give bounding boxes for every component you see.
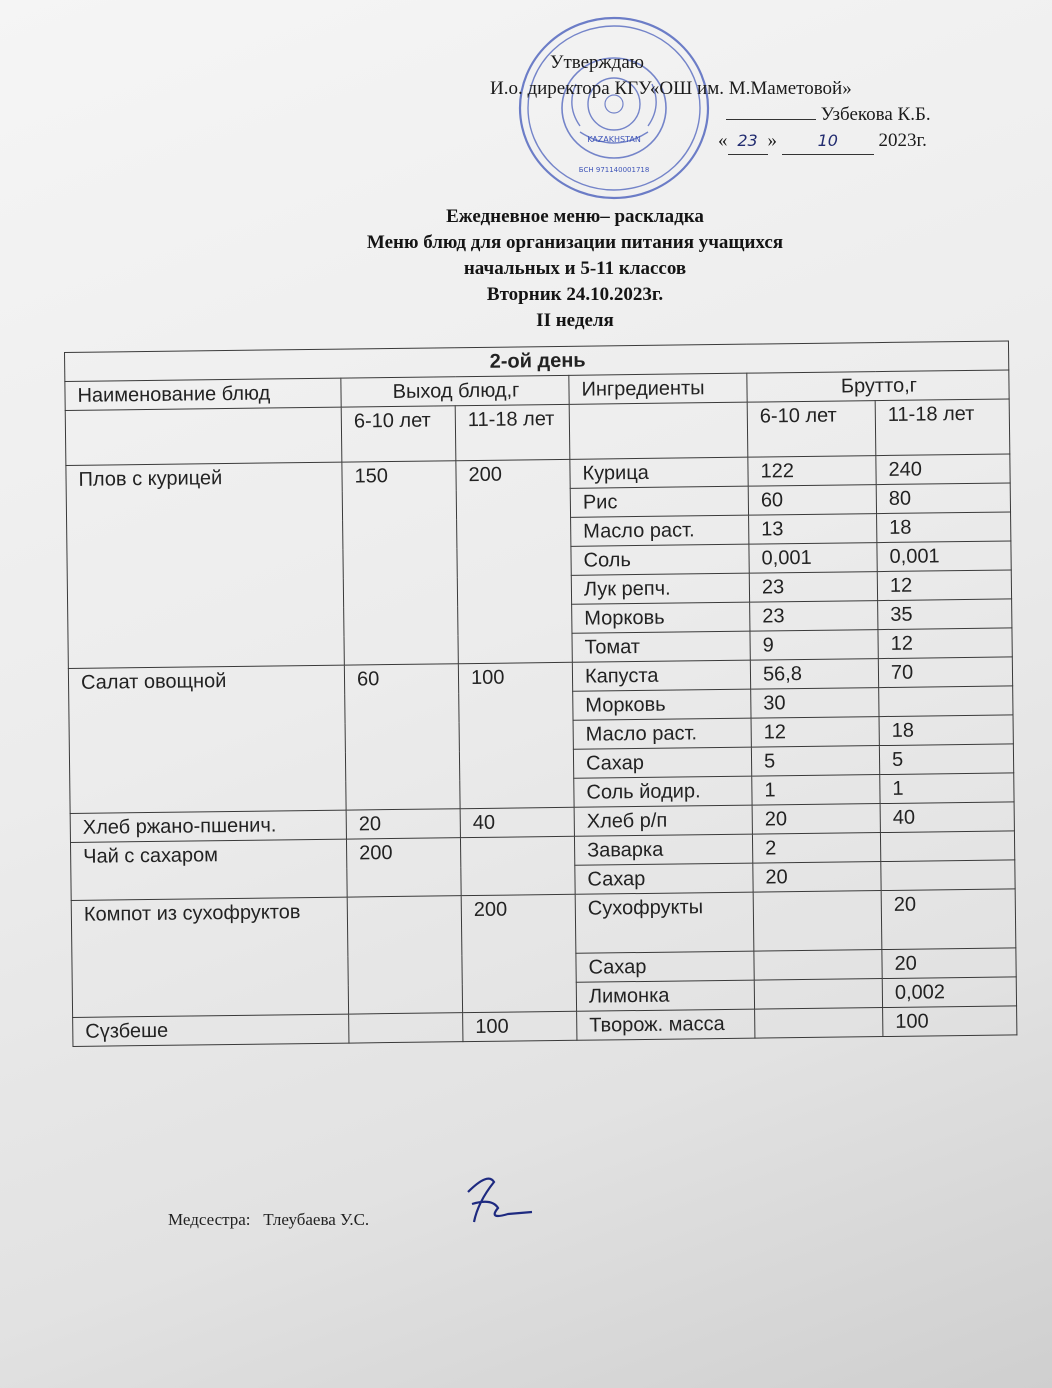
dish-output-age1: 60 <box>344 664 460 810</box>
ingredient-brutto-age2 <box>879 686 1013 717</box>
dish-output-age2: 40 <box>460 807 574 837</box>
ingredient-brutto-age2: 12 <box>877 570 1011 601</box>
title-line-3: начальных и 5-11 классов <box>463 258 687 279</box>
approval-heading: Утверждаю <box>550 52 644 73</box>
stamp-country: KAZAKHSTAN <box>587 135 641 144</box>
empty-cell <box>569 402 748 459</box>
ingredient-brutto-age1 <box>754 979 882 1010</box>
ingredient-brutto-age1: 20 <box>753 862 881 893</box>
date-day: 23 <box>728 128 768 155</box>
dish-output-age2: 100 <box>458 662 574 808</box>
ingredient-name: Лук репч. <box>571 573 749 604</box>
ingredient-brutto-age2: 35 <box>878 599 1012 630</box>
dish-output-age1: 200 <box>346 838 461 897</box>
ingredient-brutto-age2 <box>881 860 1015 891</box>
ingredient-brutto-age1: 13 <box>749 514 877 545</box>
ingredient-brutto-age2: 18 <box>879 715 1013 746</box>
approval-signature-line <box>490 102 1010 128</box>
ingredient-brutto-age2: 5 <box>879 744 1013 775</box>
title-line-2: Меню блюд для организации питания учащихся <box>366 232 784 253</box>
brutto-age2-header: 11-18 лет <box>875 399 1010 456</box>
ingredient-name: Сухофрукты <box>575 892 754 953</box>
ingredient-brutto-age1 <box>754 950 882 981</box>
ingredient-brutto-age1 <box>753 891 882 952</box>
ingredient-name: Хлеб р/п <box>574 805 752 836</box>
col-brutto-header: Брутто,г <box>747 370 1009 402</box>
title-line-4: Вторник 24.10.2023г. <box>486 284 664 305</box>
dish-output-age1: 20 <box>346 809 460 839</box>
ingredient-brutto-age1: 12 <box>751 717 879 748</box>
approval-position: И.о. директора КГУ«ОШ им. М.Маметовой» <box>490 78 852 99</box>
ingredient-brutto-age2: 1 <box>880 773 1014 804</box>
dish-output-age1: 150 <box>342 461 458 665</box>
ingredient-brutto-age1: 23 <box>749 572 877 603</box>
day-header: 2-ой день <box>65 341 1009 382</box>
output-age2-header: 11-18 лет <box>455 404 570 460</box>
dish-name-cell: Компот из сухофруктов <box>71 897 348 1017</box>
dish-name-cell: Плов с курицей <box>66 462 344 668</box>
ingredient-brutto-age1: 60 <box>748 485 876 516</box>
ingredient-brutto-age1: 20 <box>752 804 880 835</box>
ingredient-name: Масло раст. <box>573 718 751 749</box>
ingredient-brutto-age1: 1 <box>752 775 880 806</box>
menu-table <box>64 340 1017 1046</box>
ingredient-brutto-age1: 56,8 <box>750 659 878 690</box>
footer-nurse <box>168 1210 369 1230</box>
ingredient-brutto-age1: 5 <box>751 746 879 777</box>
ingredient-brutto-age2: 70 <box>878 657 1012 688</box>
ingredient-brutto-age2 <box>880 831 1014 862</box>
stamp-bin: БСН 971140001718 <box>578 166 650 174</box>
date-month: 10 <box>782 128 874 155</box>
ingredient-name: Сахар <box>575 863 753 894</box>
ingredient-brutto-age2: 0,001 <box>877 541 1011 572</box>
ingredient-name: Рис <box>570 486 748 517</box>
director-name: Узбекова К.Б. <box>820 104 931 125</box>
ingredient-name: Курица <box>570 457 748 488</box>
ingredient-name: Капуста <box>572 660 750 691</box>
date-quote-open: « <box>718 130 728 151</box>
nurse-name: Тлеубаева У.С. <box>263 1210 370 1229</box>
ingredient-brutto-age2: 240 <box>876 454 1010 485</box>
dish-output-age1 <box>347 896 462 1014</box>
ingredient-name: Сахар <box>573 747 751 778</box>
ingredient-brutto-age2: 100 <box>883 1006 1017 1037</box>
col-ingredients-header: Ингредиенты <box>569 373 747 404</box>
ingredient-brutto-age1: 9 <box>750 630 878 661</box>
ingredient-brutto-age1 <box>755 1008 883 1039</box>
dish-name-cell: Сүзбеше <box>73 1014 349 1046</box>
ingredient-name: Соль йодир. <box>574 776 752 807</box>
ingredient-name: Морковь <box>572 602 750 633</box>
ingredient-brutto-age2: 40 <box>880 802 1014 833</box>
dish-output-age2 <box>460 836 575 895</box>
ingredient-name: Заварка <box>574 834 752 865</box>
ingredient-name: Томат <box>572 631 750 662</box>
ingredient-brutto-age2: 12 <box>878 628 1012 659</box>
ingredient-brutto-age2: 20 <box>882 948 1016 979</box>
title-line-5: II неделя <box>536 310 614 331</box>
dish-name-cell: Салат овощной <box>68 665 346 813</box>
ingredient-brutto-age1: 0,001 <box>749 543 877 574</box>
ingredient-brutto-age2: 20 <box>881 889 1016 950</box>
approval-date-line <box>490 128 1010 155</box>
document-title <box>200 204 950 334</box>
nurse-signature <box>448 1172 538 1232</box>
dish-name-cell: Чай с сахаром <box>70 839 347 900</box>
date-year: 2023г. <box>878 130 927 151</box>
menu-body <box>66 454 1017 1046</box>
dish-output-age2: 100 <box>463 1011 577 1041</box>
title-line-1: Ежедневное меню– раскладка <box>446 206 704 227</box>
output-age1-header: 6-10 лет <box>341 406 456 462</box>
ingredient-name: Лимонка <box>576 980 754 1011</box>
ingredient-brutto-age1: 122 <box>748 456 876 487</box>
ingredient-brutto-age2: 0,002 <box>882 977 1016 1008</box>
ingredient-brutto-age1: 23 <box>750 601 878 632</box>
date-quote-close: » <box>767 130 777 151</box>
approval-block <box>490 50 1010 155</box>
ingredient-name: Масло раст. <box>571 515 749 546</box>
dish-output-age1 <box>349 1013 463 1043</box>
ingredient-name: Сахар <box>576 951 754 982</box>
nurse-label: Медсестра: <box>168 1210 251 1229</box>
ingredient-name: Творож. масса <box>577 1009 755 1040</box>
dish-output-age2: 200 <box>461 894 576 1012</box>
ingredient-brutto-age1: 30 <box>751 688 879 719</box>
director-signature <box>726 119 816 120</box>
dish-output-age2: 200 <box>456 459 572 663</box>
dish-name-cell: Хлеб ржано-пшенич. <box>70 810 346 842</box>
col-output-header: Выход блюд,г <box>341 375 569 407</box>
ingredient-name: Соль <box>571 544 749 575</box>
col-dish-header: Наименование блюд <box>65 378 341 410</box>
empty-cell <box>65 407 342 465</box>
brutto-age1-header: 6-10 лет <box>747 401 876 458</box>
ingredient-brutto-age2: 80 <box>876 483 1010 514</box>
ingredient-brutto-age2: 18 <box>877 512 1011 543</box>
ingredient-brutto-age1: 2 <box>752 833 880 864</box>
ingredient-name: Морковь <box>573 689 751 720</box>
